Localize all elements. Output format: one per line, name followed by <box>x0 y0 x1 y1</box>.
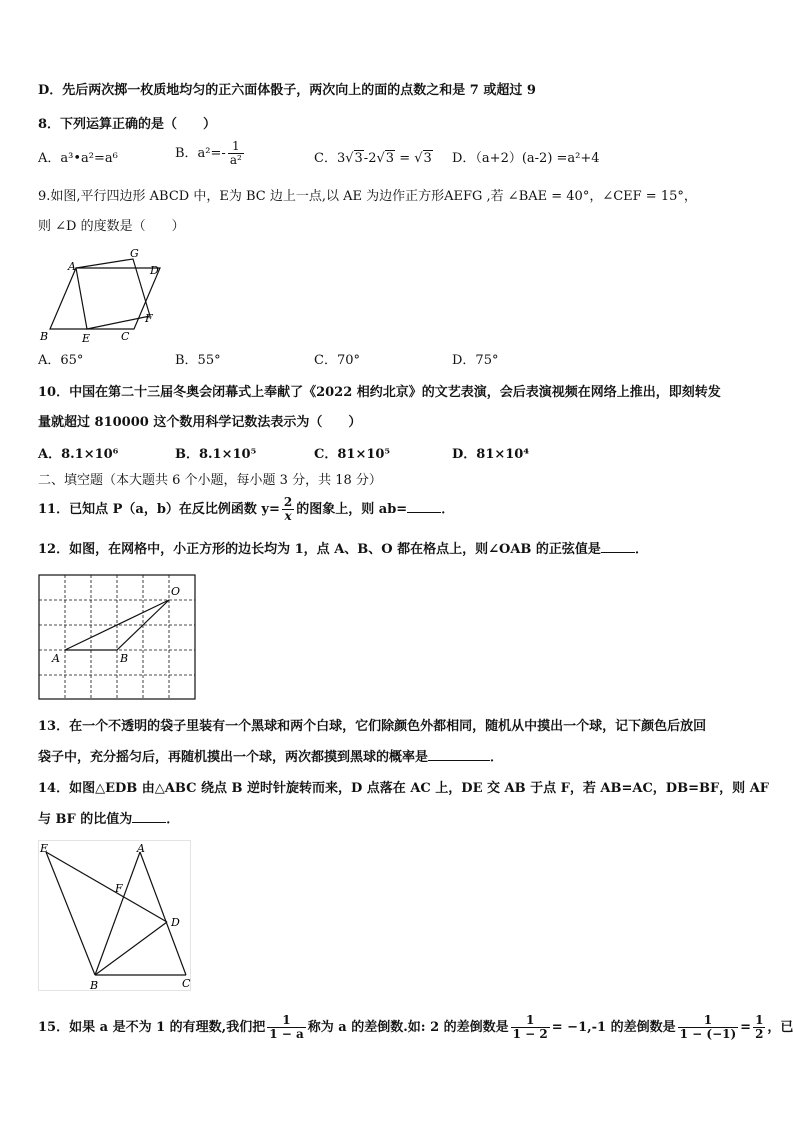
section-2-heading: 二、填空题（本大题共 6 个小题，每小题 3 分，共 18 分） <box>38 473 382 488</box>
label-a: A <box>68 260 76 273</box>
q8-option-c: C．3√3-2√3 = √3 <box>314 151 432 166</box>
q15-line1: 15．如果 a 是不为 1 的有理数,我们把 $\frac{1}{1 - a}$ 称为 a 的差倒数.如: 2 的差倒数是 $\frac{1}{1 - 2}$ = −1,-1 的差倒数是 $\frac{1}{1 - (-1)}$ = $\frac{1}{2}$ ，已 <box>38 1013 794 1041</box>
q9-line2: 则 ∠D 的度数是（ ） <box>38 219 185 234</box>
square-aefg <box>76 259 150 329</box>
q8-option-a: A．a³•a²=a⁶ <box>38 151 118 166</box>
label-d: D <box>150 264 159 277</box>
q9-option-d: D．75° <box>452 353 499 368</box>
triangle-lines <box>46 852 186 975</box>
q10-line1: 10．中国在第二十三届冬奥会闭幕式上奉献了《2022 相约北京》的文艺表演，会后表演视频在网络上推出，即刻转发 <box>38 385 721 400</box>
label-o: O <box>171 585 181 598</box>
q12-grid-figure <box>38 574 198 702</box>
label-f: F <box>145 312 153 325</box>
q14-line2: 与 BF 的比值为 ． <box>38 812 180 827</box>
q10-line2: 量就超过 810000 这个数用科学记数法表示为（ ） <box>38 415 362 430</box>
q10-option-d: D．81×10⁴ <box>452 447 530 462</box>
q9-option-a: A．65° <box>38 353 84 368</box>
q9-line1: 9.如图,平行四边形 ABCD 中，E为 BC 边上一点,以 AE 为边作正方形AEFG ,若 ∠BAE = 40°，∠CEF = 15°， <box>38 189 697 204</box>
figure-frame <box>39 841 191 991</box>
q10-option-a: A．8.1×10⁶ <box>38 447 119 462</box>
label-a: A <box>137 842 145 855</box>
q13-line2: 袋子中，充分摇匀后，再随机摸出一个球，两次都摸到黑球的概率是 ． <box>38 750 504 765</box>
label-f: F <box>115 882 123 895</box>
q12: 12．如图，在网格中，小正方形的边长均为 1，点 A、B、O 都在格点上，则∠OAB 的正弦值是 ． <box>38 542 648 557</box>
q8-option-b: B．a²=- $\frac{1}{\text{a²}}$ <box>175 139 242 167</box>
label-d: D <box>171 916 180 929</box>
q13-line1: 13．在一个不透明的袋子里装有一个黑球和两个白球，它们除颜色外都相同，随机从中摸出一个球，记下颜色后放回 <box>38 719 707 734</box>
label-c: C <box>121 330 130 343</box>
q8-stem: 8．下列运算正确的是（ ） <box>38 117 217 132</box>
q9-option-c: C．70° <box>314 353 360 368</box>
q11: 11．已知点 P（a，b）在反比例函数 y= $\frac{2}{x}$ 的图象上，则 ab= ． <box>38 495 455 523</box>
label-b: B <box>40 330 49 343</box>
q9-option-b: B．55° <box>175 353 221 368</box>
label-b: B <box>120 652 129 665</box>
q9-figure <box>38 246 168 346</box>
q8-option-d: D．（a+2）(a-2) =a²+4 <box>452 151 600 166</box>
label-b: B <box>90 979 99 992</box>
q14-line1: 14．如图△EDB 由△ABC 绕点 B 逆时针旋转而来，D 点落在 AC 上，DE 交 AB 于点 F，若 AB=AC，DB=BF，则 AF <box>38 781 770 796</box>
label-e: E <box>82 332 91 345</box>
q7-option-d: D．先后两次掷一枚质地均匀的正六面体骰子，两次向上的面的点数之和是 7 或超过 9 <box>38 83 536 98</box>
parallelogram-abcd <box>50 268 160 329</box>
label-g: G <box>130 247 139 260</box>
q10-option-b: B．8.1×10⁵ <box>175 447 257 462</box>
q10-option-c: C．81×10⁵ <box>314 447 391 462</box>
label-a: A <box>52 652 60 665</box>
q14-figure <box>38 840 196 992</box>
label-c: C <box>182 977 191 990</box>
label-e: E <box>40 842 49 855</box>
